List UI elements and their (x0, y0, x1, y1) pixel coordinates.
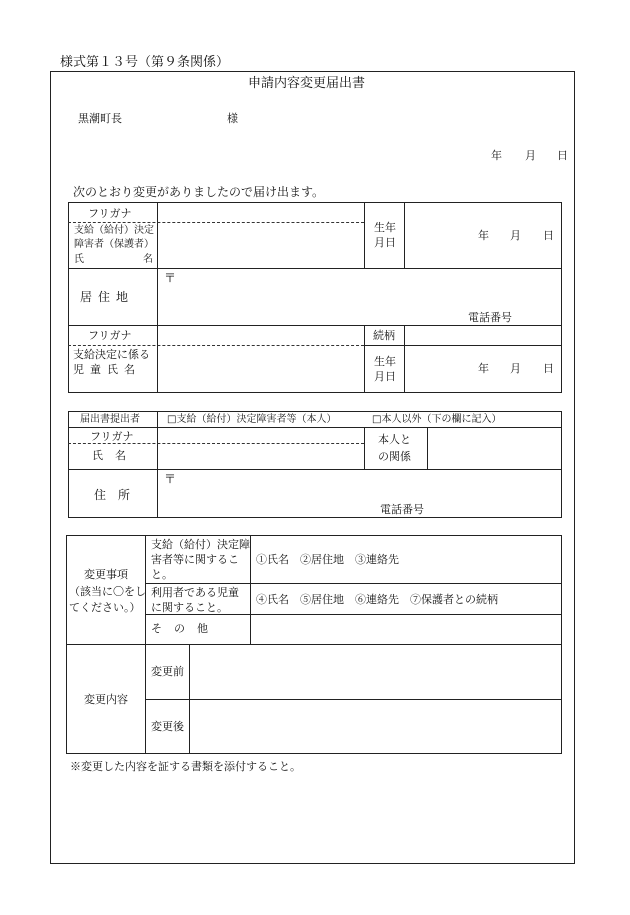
phone-label: 電話番号 (468, 311, 512, 324)
category-person-line3: と。 (151, 568, 173, 581)
submitter-label: 届出書提出者 (80, 414, 140, 425)
category-child-line1: 利用者である児童 (151, 586, 239, 599)
category-person-items[interactable]: ①氏名 ②居住地 ③連絡先 (256, 553, 399, 566)
category-child-items[interactable]: ④氏名 ⑤居住地 ⑥連絡先 ⑦保護者との続柄 (256, 593, 498, 606)
submitter-furigana-label: フリガナ (90, 430, 134, 443)
birth-month: 月 (510, 229, 521, 242)
name-label-right: 名 (143, 254, 153, 265)
page-title: 申請内容変更届出書 (248, 76, 366, 91)
submitter-address-label: 住所 (94, 488, 143, 502)
relation-label-line1: 本人と (378, 433, 411, 446)
submitter-option-self[interactable]: □支給（給付）決定障害者等（本人） (167, 414, 337, 425)
category-person-line2: 害者等に関するこ (151, 553, 239, 566)
child-birth-year: 年 (478, 362, 489, 375)
submitter-postal-mark: 〒 (164, 472, 177, 486)
postal-mark: 〒 (164, 271, 177, 285)
furigana-label-2: フリガナ (88, 329, 132, 342)
furigana-label: フリガナ (88, 207, 132, 220)
category-child-line2: に関すること。 (151, 601, 228, 614)
child-birth-month: 月 (510, 362, 521, 375)
birth-label-line2: 月日 (374, 236, 396, 249)
birth-year: 年 (478, 229, 489, 242)
birth-label-line1: 生年 (374, 221, 396, 234)
intro-text: 次のとおり変更がありましたので届け出ます。 (73, 185, 325, 199)
change-note-line1: （該当に〇をし (69, 585, 146, 598)
name-label-left: 氏 (74, 254, 84, 265)
change-content-label: 変更内容 (84, 693, 128, 706)
child-birth-line1: 生年 (374, 355, 396, 368)
submitter-phone-label: 電話番号 (380, 503, 424, 516)
category-person-line1: 支給（給付）決定障 (151, 538, 250, 551)
date-month: 月 (525, 149, 536, 162)
address-label: 居住地 (80, 290, 135, 304)
change-items-label: 変更事項 (84, 568, 128, 581)
child-label-line2: 児童氏名 (73, 363, 141, 376)
addressee-name: 黒潮町長 (78, 112, 122, 125)
relation-label-line2: の関係 (378, 450, 411, 463)
birth-day: 日 (543, 229, 554, 242)
child-birth-day: 日 (543, 362, 554, 375)
person-label-line2: 障害者（保護者） (74, 239, 154, 250)
date-day: 日 (557, 149, 568, 162)
addressee-honorific: 様 (227, 112, 238, 125)
date-year: 年 (491, 149, 502, 162)
form-number: 様式第１３号（第９条関係） (60, 55, 230, 70)
footnote: ※変更した内容を証する書類を添付すること。 (70, 760, 301, 773)
relation-label: 続柄 (373, 329, 395, 342)
change-before-label: 変更前 (151, 665, 184, 678)
child-birth-line2: 月日 (374, 370, 396, 383)
category-other[interactable]: その他 (151, 622, 220, 635)
submitter-option-other[interactable]: □本人以外（下の欄に記入） (372, 414, 502, 425)
child-label-line1: 支給決定に係る (73, 348, 150, 361)
change-after-label: 変更後 (151, 720, 184, 733)
person-label-line1: 支給（給付）決定 (74, 225, 154, 236)
submitter-name-label: 氏名 (92, 449, 138, 462)
change-note-line2: てください。） (69, 601, 141, 614)
